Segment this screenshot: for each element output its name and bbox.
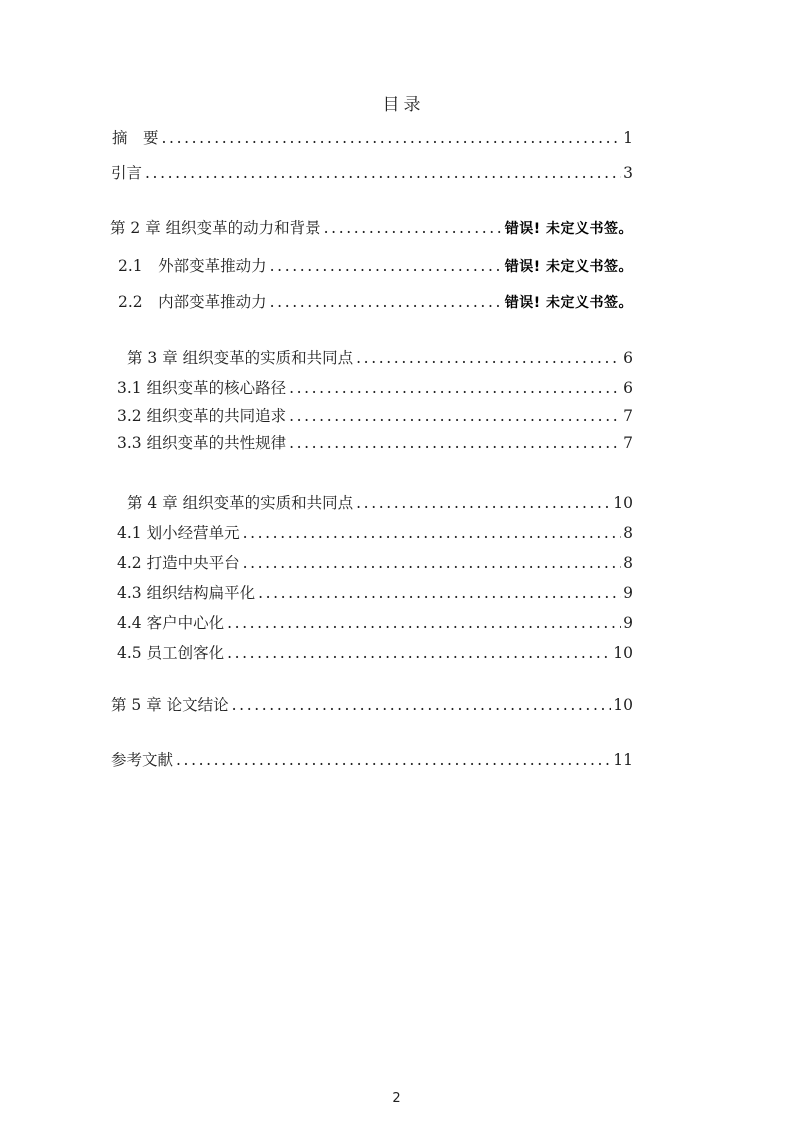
toc-entry[interactable] bbox=[118, 291, 633, 314]
toc-title: 目录 bbox=[382, 95, 425, 115]
toc-entry[interactable] bbox=[117, 582, 633, 604]
toc-page-number: 1 bbox=[623, 129, 633, 147]
toc-entry-label: 4.5 员工创客化 bbox=[117, 644, 225, 662]
dot-leader bbox=[289, 377, 621, 399]
toc-page-number: 6 bbox=[623, 349, 633, 367]
toc-content bbox=[110, 94, 633, 771]
dot-leader bbox=[176, 749, 611, 771]
toc-entry[interactable] bbox=[111, 162, 633, 184]
toc-entry-label: 第 2 章 组织变革的动力和背景 bbox=[110, 219, 321, 237]
error-bookmark-text: 错误! 未定义书签。 bbox=[504, 259, 633, 275]
toc-page-number: 10 bbox=[613, 696, 633, 714]
toc-entry-label: 4.2 打造中央平台 bbox=[117, 554, 240, 572]
error-bookmark-text: 错误! 未定义书签。 bbox=[504, 221, 633, 237]
toc-entry[interactable] bbox=[112, 127, 633, 149]
toc-entry[interactable] bbox=[110, 217, 633, 240]
toc-page-number: 8 bbox=[623, 524, 633, 542]
toc-entry[interactable] bbox=[117, 642, 633, 664]
toc-entry[interactable] bbox=[117, 552, 633, 574]
dot-leader bbox=[243, 552, 622, 574]
toc-entry[interactable] bbox=[111, 694, 633, 716]
toc-entry[interactable] bbox=[118, 255, 633, 278]
toc-entry-label: 2.1 外部变革推动力 bbox=[118, 257, 267, 275]
toc-entry-label: 3.1 组织变革的核心路径 bbox=[117, 379, 287, 397]
toc-page-number: 11 bbox=[613, 751, 633, 769]
dot-leader bbox=[243, 522, 622, 544]
dot-leader bbox=[162, 127, 622, 149]
toc-entry[interactable] bbox=[127, 492, 633, 514]
toc-entry[interactable] bbox=[111, 749, 633, 771]
error-bookmark-text: 错误! 未定义书签。 bbox=[504, 295, 633, 311]
toc-entry[interactable] bbox=[117, 405, 633, 427]
toc-entry-label: 参考文献 bbox=[111, 751, 174, 769]
toc-entry-label: 引言 bbox=[111, 164, 143, 182]
dot-leader bbox=[356, 492, 611, 514]
toc-page-number: 3 bbox=[623, 164, 633, 182]
toc-page-number: 9 bbox=[623, 614, 633, 632]
toc-page-number: 8 bbox=[623, 554, 633, 572]
footer-page-number: 2 bbox=[392, 1091, 401, 1106]
dot-leader bbox=[289, 405, 621, 427]
dot-leader bbox=[227, 612, 621, 634]
toc-entry-label: 2.2 内部变革推动力 bbox=[118, 293, 267, 311]
toc-entry[interactable] bbox=[127, 347, 633, 369]
toc-entry[interactable] bbox=[117, 522, 633, 544]
toc-entry-label: 4.3 组织结构扁平化 bbox=[117, 584, 256, 602]
toc-page-number: 7 bbox=[623, 407, 633, 425]
toc-list bbox=[110, 127, 633, 771]
dot-leader bbox=[270, 255, 503, 277]
toc-entry-label: 4.1 划小经营单元 bbox=[117, 524, 240, 542]
toc-entry-label: 3.2 组织变革的共同追求 bbox=[117, 407, 287, 425]
dot-leader bbox=[145, 162, 621, 184]
dot-leader bbox=[289, 432, 621, 454]
dot-leader bbox=[227, 642, 611, 664]
toc-entry-label: 第 3 章 组织变革的实质和共同点 bbox=[127, 349, 354, 367]
toc-entry[interactable] bbox=[117, 377, 633, 399]
toc-page-number: 10 bbox=[613, 494, 633, 512]
toc-entry-label: 4.4 客户中心化 bbox=[117, 614, 225, 632]
toc-page-number: 6 bbox=[623, 379, 633, 397]
toc-page-number: 9 bbox=[623, 584, 633, 602]
toc-entry-label: 第 4 章 组织变革的实质和共同点 bbox=[127, 494, 354, 512]
toc-entry-label: 第 5 章 论文结论 bbox=[111, 696, 229, 714]
toc-page-number: 7 bbox=[623, 434, 633, 452]
dot-leader bbox=[232, 694, 612, 716]
dot-leader bbox=[270, 291, 503, 313]
dot-leader bbox=[258, 582, 621, 604]
dot-leader bbox=[324, 217, 503, 239]
toc-entry[interactable] bbox=[117, 612, 633, 634]
toc-entry-label: 3.3 组织变革的共性规律 bbox=[117, 434, 287, 452]
toc-page-number: 10 bbox=[613, 644, 633, 662]
toc-entry[interactable] bbox=[117, 432, 633, 454]
dot-leader bbox=[356, 347, 621, 369]
toc-entry-label: 摘 要 bbox=[112, 129, 159, 147]
